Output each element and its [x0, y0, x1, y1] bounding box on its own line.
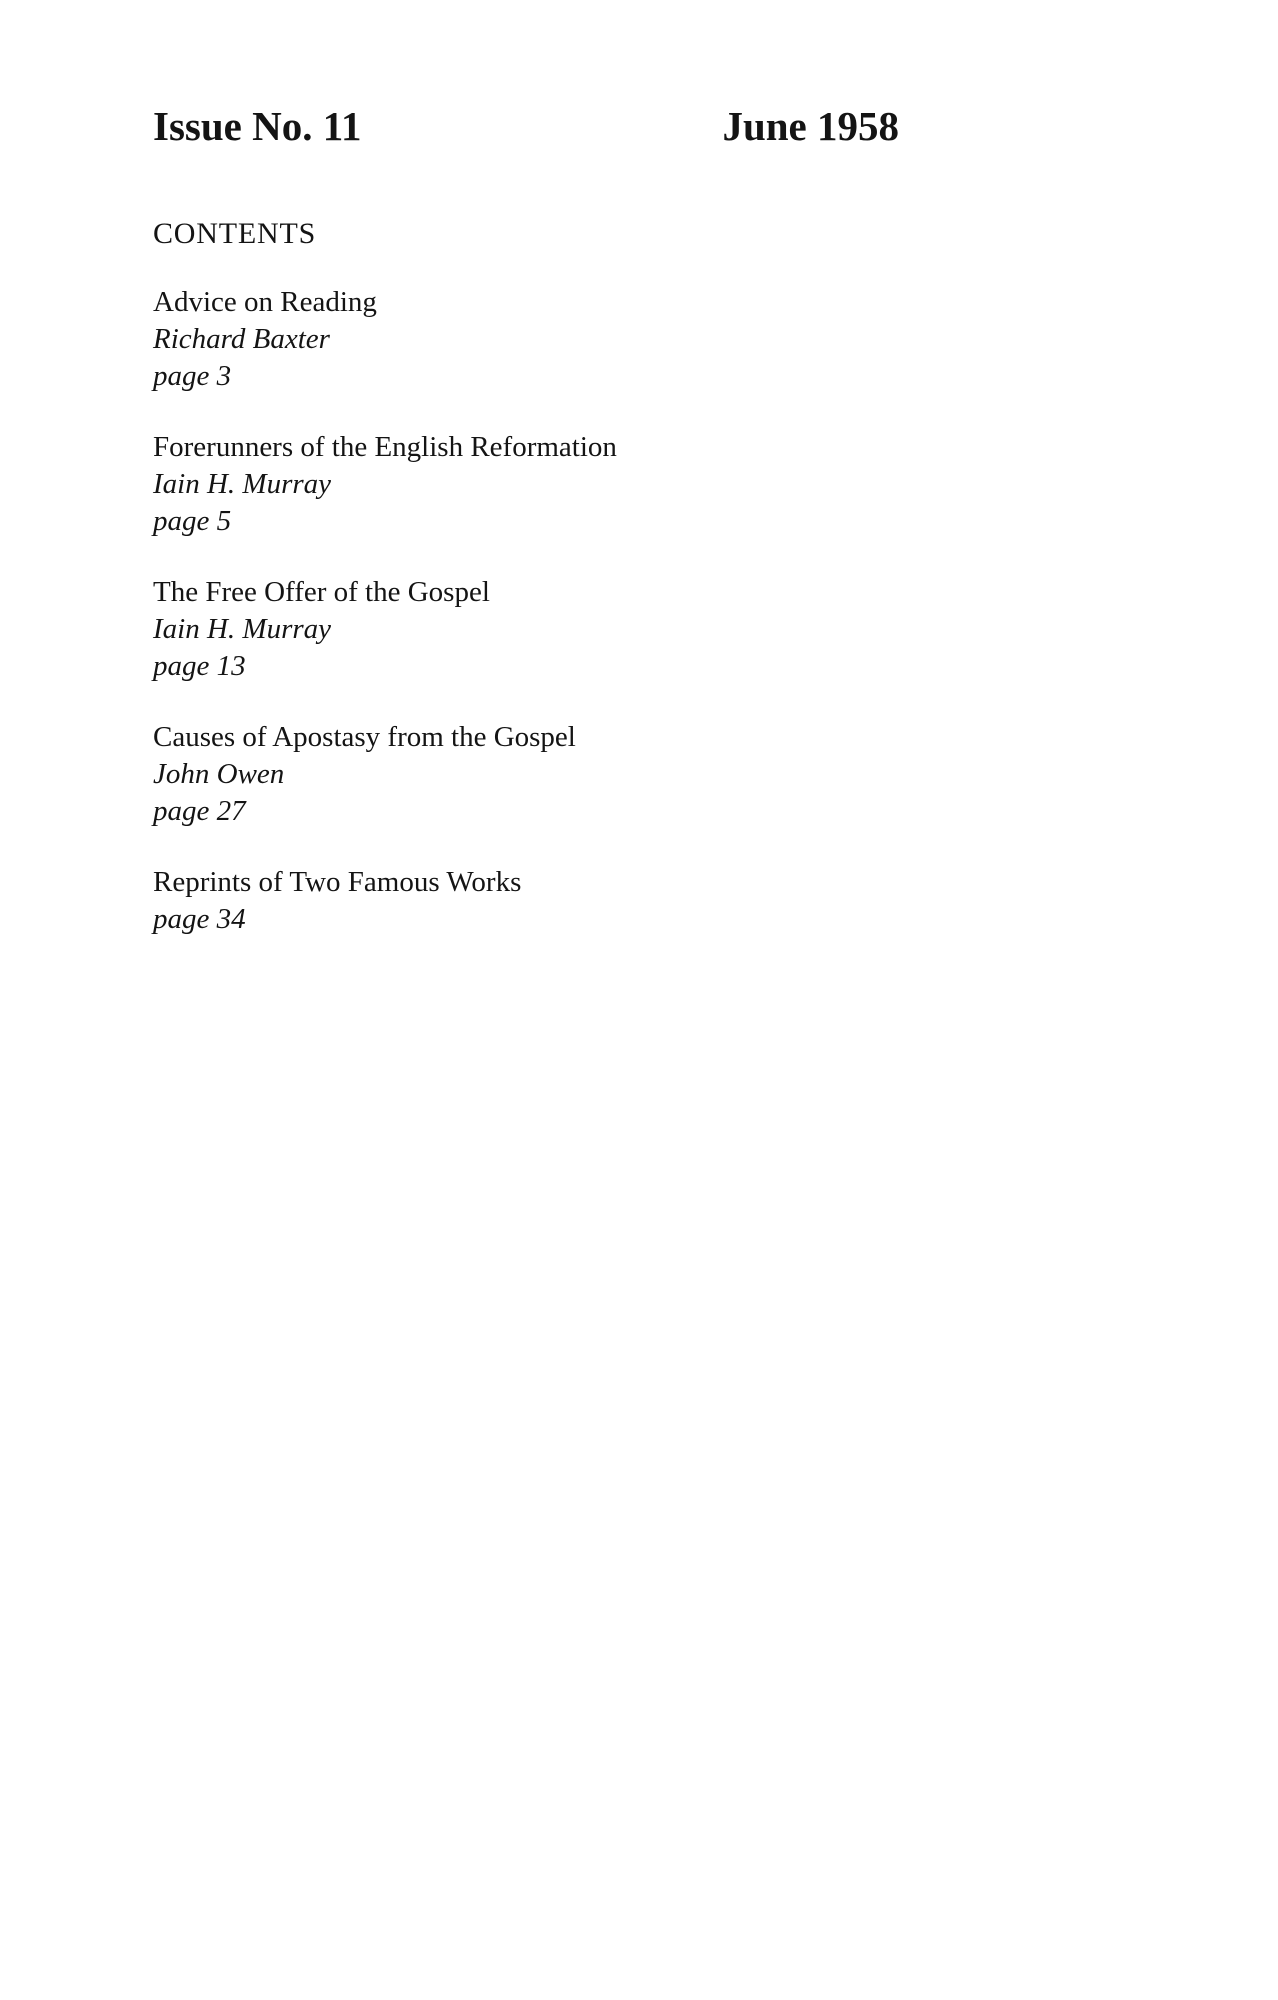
contents-heading: CONTENTS	[153, 217, 317, 251]
entry-title: Forerunners of the English Reformation	[153, 431, 617, 464]
contents-entry	[153, 574, 1278, 685]
entry-page: page 5	[153, 505, 232, 538]
entry-title: Advice on Reading	[153, 286, 377, 319]
issue-number: Issue No. 11	[153, 103, 362, 149]
contents-entry	[153, 284, 1278, 395]
contents-entry	[153, 719, 1278, 830]
entry-page: page 34	[153, 903, 246, 936]
contents-entry	[153, 864, 1278, 938]
entry-author: Iain H. Murray	[153, 613, 332, 646]
issue-date: June 1958	[722, 103, 899, 149]
entry-author: Richard Baxter	[153, 323, 330, 356]
entry-page: page 13	[153, 650, 246, 683]
entry-title: The Free Offer of the Gospel	[153, 576, 490, 609]
entry-author: John Owen	[153, 758, 285, 791]
entry-title: Causes of Apostasy from the Gospel	[153, 721, 576, 754]
contents-entry	[153, 429, 1278, 540]
entry-title: Reprints of Two Famous Works	[153, 866, 522, 899]
entry-page: page 27	[153, 795, 246, 828]
page-header	[153, 103, 899, 150]
entry-author: Iain H. Murray	[153, 468, 332, 501]
entry-page: page 3	[153, 360, 232, 393]
contents-entries	[153, 284, 1278, 938]
